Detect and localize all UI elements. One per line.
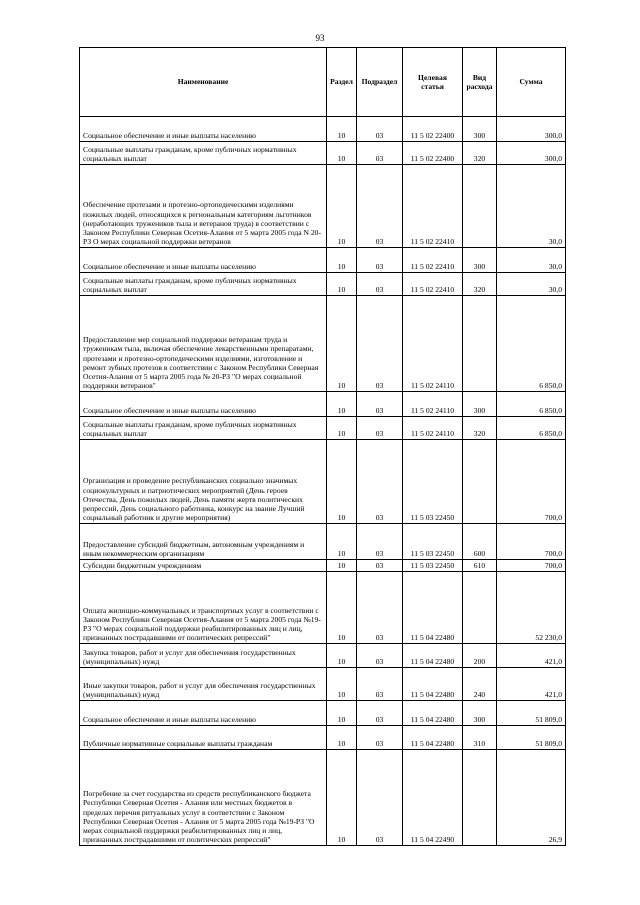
row-section: 10 [327,248,357,273]
row-name: Организация и проведение республиканских социально значимых социокультурных и патриотических мероприятий (День героев Отечества, День пожилых людей, День памяти жертв политических репрессий, День социального работника, конкурс на звание Лучший социальный работник и другие мероприятия) [80,440,327,524]
table-row [80,165,566,248]
row-name: Социальные выплаты гражданам, кроме публичных нормативных социальных выплат [80,417,327,440]
row-section: 10 [327,296,357,392]
row-sum: 51 809,0 [497,701,566,726]
row-expense [463,440,497,524]
table-row [80,726,566,750]
row-expense: 320 [463,273,497,296]
row-subsection: 03 [357,248,403,273]
row-sum: 300,0 [497,117,566,142]
row-sum: 26,9 [497,750,566,846]
row-name: Социальное обеспечение и иные выплаты населению [80,701,327,726]
table-row [80,273,566,296]
row-target: 11 5 02 22400 [403,117,463,142]
row-target: 11 5 02 22400 [403,142,463,165]
row-section: 10 [327,560,357,572]
row-section: 10 [327,142,357,165]
table-header-row [80,48,566,117]
row-name: Иные закупки товаров, работ и услуг для обеспечения государственных (муниципальных) нужд [80,668,327,701]
row-expense [463,165,497,248]
row-target: 11 5 04 22490 [403,750,463,846]
row-sum: 6 850,0 [497,296,566,392]
row-expense: 200 [463,644,497,668]
row-name: Обеспечение протезами и протезно-ортопедическими изделиями пожилых людей, относящихся к региональным категориям льготников (неработающих тружеников тыла и ветеранов труда) в соответствии с Законом Республики Северная Осетия-Алания от 5 марта 2005 года N 20-РЗ О мерах социальной поддержки ветеранов [80,165,327,248]
row-expense: 300 [463,392,497,417]
row-section: 10 [327,524,357,560]
row-sum: 30,0 [497,248,566,273]
header-section: Раздел [327,48,357,117]
row-target: 11 5 02 22410 [403,273,463,296]
row-target: 11 5 04 22480 [403,572,463,644]
header-sum: Сумма [497,48,566,117]
row-subsection: 03 [357,524,403,560]
row-target: 11 5 02 24110 [403,392,463,417]
row-expense: 600 [463,524,497,560]
row-name: Закупка товаров, работ и услуг для обеспечения государственных (муниципальных) нужд [80,644,327,668]
row-section: 10 [327,701,357,726]
row-expense: 300 [463,248,497,273]
row-subsection: 03 [357,417,403,440]
row-subsection: 03 [357,560,403,572]
row-sum: 421,0 [497,644,566,668]
row-target: 11 5 04 22480 [403,668,463,701]
row-subsection: 03 [357,750,403,846]
table-body [80,117,566,846]
row-name: Публичные нормативные социальные выплаты гражданам [80,726,327,750]
row-target: 11 5 02 24110 [403,296,463,392]
row-target: 11 5 03 22450 [403,560,463,572]
row-section: 10 [327,117,357,142]
row-section: 10 [327,572,357,644]
header-expense: Вид расхода [463,48,497,117]
table-row [80,117,566,142]
budget-table [79,47,566,846]
table-row [80,417,566,440]
table-row [80,296,566,392]
row-name: Социальное обеспечение и иные выплаты населению [80,392,327,417]
row-sum: 6 850,0 [497,392,566,417]
row-sum: 52 230,0 [497,572,566,644]
row-sum: 421,0 [497,668,566,701]
row-section: 10 [327,417,357,440]
row-expense: 320 [463,142,497,165]
row-expense: 320 [463,417,497,440]
row-sum: 30,0 [497,273,566,296]
row-target: 11 5 02 22410 [403,165,463,248]
row-expense: 310 [463,726,497,750]
row-section: 10 [327,165,357,248]
row-sum: 700,0 [497,440,566,524]
table-row [80,701,566,726]
table-row [80,668,566,701]
table-row [80,248,566,273]
row-sum: 300,0 [497,142,566,165]
row-section: 10 [327,273,357,296]
row-subsection: 03 [357,440,403,524]
table-row [80,560,566,572]
row-subsection: 03 [357,668,403,701]
row-sum: 700,0 [497,560,566,572]
row-sum: 6 850,0 [497,417,566,440]
row-name: Предоставление мер социальной поддержки ветеранам труда и труженикам тыла, включая обеспечение лекарственными препаратами, протезами и протезно-ортопедическими изделиями, изготовление и ремонт зубных протезов в соответствии с Законом Республики Северная Осетия-Алания от 5 марта 2005 года № 20-РЗ "О мерах социальной поддержки ветеранов" [80,296,327,392]
row-section: 10 [327,750,357,846]
row-expense [463,750,497,846]
row-subsection: 03 [357,165,403,248]
row-sum: 30,0 [497,165,566,248]
row-subsection: 03 [357,117,403,142]
row-name: Субсидии бюджетным учреждениям [80,560,327,572]
row-target: 11 5 04 22480 [403,644,463,668]
row-section: 10 [327,726,357,750]
row-expense: 300 [463,701,497,726]
row-name: Социальное обеспечение и иные выплаты населению [80,248,327,273]
row-target: 11 5 04 22480 [403,701,463,726]
row-name: Социальные выплаты гражданам, кроме публичных нормативных социальных выплат [80,142,327,165]
row-section: 10 [327,392,357,417]
row-subsection: 03 [357,572,403,644]
table-row [80,644,566,668]
row-target: 11 5 03 22450 [403,440,463,524]
row-subsection: 03 [357,392,403,417]
row-name: Предоставление субсидий бюджетным, автономным учреждениям и иным некоммерческим организациям [80,524,327,560]
row-subsection: 03 [357,273,403,296]
header-name: Наименование [80,48,327,117]
row-name: Оплата жилищно-коммунальных и транспортных услуг в соответствии с Законом Республики Северная Осетия-Алания от 5 марта 2005 года №19-РЗ "О мерах социальной поддержки реабилитированных лиц и лиц, признанных пострадавшими от политических репрессий" [80,572,327,644]
row-section: 10 [327,668,357,701]
row-name: Социальные выплаты гражданам, кроме публичных нормативных социальных выплат [80,273,327,296]
row-name: Социальное обеспечение и иные выплаты населению [80,117,327,142]
row-expense [463,572,497,644]
row-target: 11 5 02 24110 [403,417,463,440]
row-subsection: 03 [357,644,403,668]
table-row [80,572,566,644]
row-subsection: 03 [357,701,403,726]
row-name: Погребение за счет государства из средств республиканского бюджета Республики Северная Осетия - Алания или местных бюджетов в пределах перечня ритуальных услуг в соответствии с Законом Республики Северная Осетия - Алания от 5 марта 2005 года №19-РЗ "О мерах социальной поддержки реабилитированных лиц и лиц, признанных пострадавшими от политических репрессий" [80,750,327,846]
header-target: Целевая статья [403,48,463,117]
row-target: 11 5 03 22450 [403,524,463,560]
table-row [80,392,566,417]
row-sum: 51 809,0 [497,726,566,750]
table-row [80,524,566,560]
row-expense: 300 [463,117,497,142]
page-number: 93 [315,33,325,43]
table-row [80,142,566,165]
row-sum: 700,0 [497,524,566,560]
row-section: 10 [327,644,357,668]
row-subsection: 03 [357,726,403,750]
row-target: 11 5 04 22480 [403,726,463,750]
row-subsection: 03 [357,296,403,392]
row-subsection: 03 [357,142,403,165]
row-expense: 610 [463,560,497,572]
header-subsection: Подраздел [357,48,403,117]
row-expense: 240 [463,668,497,701]
row-target: 11 5 02 22410 [403,248,463,273]
row-section: 10 [327,440,357,524]
table-row [80,750,566,846]
row-expense [463,296,497,392]
table-row [80,440,566,524]
